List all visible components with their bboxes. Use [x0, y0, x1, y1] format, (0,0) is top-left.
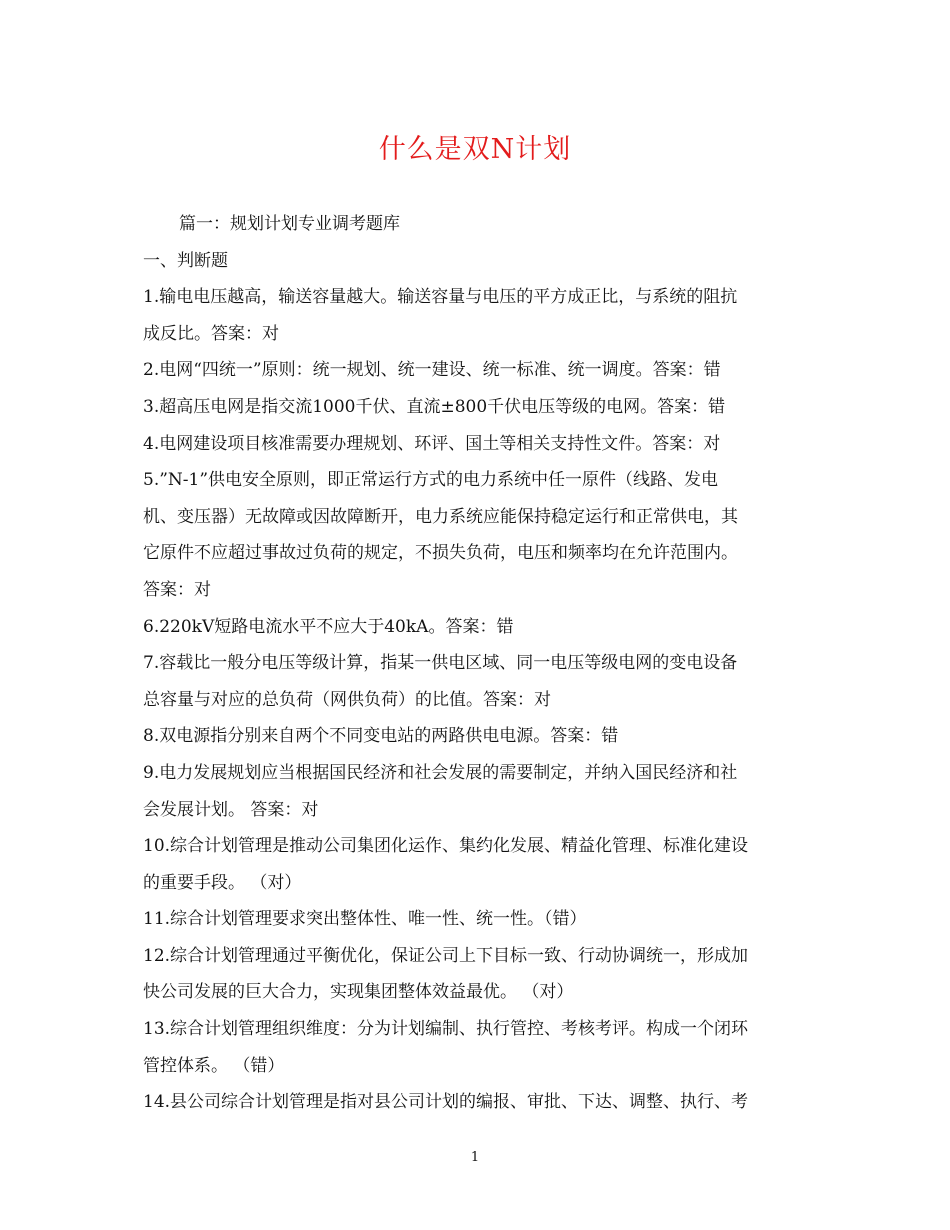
- text-line: 11.综合计划管理要求突出整体性、唯一性、统一性。（错）: [143, 909, 587, 930]
- text-line: 6.220kV短路电流水平不应大于40kA。答案：错: [143, 616, 514, 637]
- text-line: 7.容载比一般分电压等级计算，指某一供电区域、同一电压等级电网的变电设备: [143, 653, 738, 674]
- text-line: 8.双电源指分别来自两个不同变电站的两路供电电源。答案：错: [143, 726, 619, 747]
- text-line: 会发展计划。 答案：对: [143, 799, 319, 820]
- text-line: 2.电网“四统一”原则：统一规划、统一建设、统一标准、统一调度。答案：错: [143, 360, 721, 381]
- document-title: 什么是双N计划: [378, 134, 572, 165]
- text-line: 9.电力发展规划应当根据国民经济和社会发展的需要制定，并纳入国民经济和社: [143, 762, 738, 783]
- page-number: 1: [470, 1150, 480, 1165]
- text-line: 成反比。答案：对: [143, 323, 279, 344]
- text-line: 3.超高压电网是指交流1000千伏、直流±800千伏电压等级的电网。答案：错: [143, 396, 726, 417]
- text-line: 它原件不应超过事故过负荷的规定，不损失负荷，电压和频率均在允许范围内。: [143, 543, 738, 564]
- text-line: 4.电网建设项目核准需要办理规划、环评、国土等相关支持性文件。答案：对: [143, 433, 721, 454]
- text-line: 10.综合计划管理是推动公司集团化运作、集约化发展、精益化管理、标准化建设: [143, 836, 749, 857]
- text-line: 总容量与对应的总负荷（网供负荷）的比值。答案：对: [143, 689, 551, 710]
- text-line: 13.综合计划管理组织维度：分为计划编制、执行管控、考核考评。构成一个闭环: [143, 1019, 749, 1040]
- text-line: 管控体系。 （错）: [143, 1055, 285, 1076]
- section-heading: 篇一：规划计划专业调考题库: [179, 214, 400, 234]
- text-line: 14.县公司综合计划管理是指对县公司计划的编报、审批、下达、调整、执行、考: [143, 1092, 749, 1113]
- text-line: 1.输电电压越高，输送容量越大。输送容量与电压的平方成正比，与系统的阻抗: [143, 287, 738, 308]
- text-line: 12.综合计划管理通过平衡优化，保证公司上下目标一致、行动协调统一，形成加: [143, 945, 749, 966]
- text-line: 快公司发展的巨大合力，实现集团整体效益最优。 （对）: [143, 982, 574, 1003]
- text-line: 5.”N-1”供电安全原则，即正常运行方式的电力系统中任一原件（线路、发电: [143, 470, 719, 491]
- text-line: 的重要手段。 （对）: [143, 872, 302, 893]
- document-body: [143, 206, 813, 1121]
- text-line: 机、变压器）无故障或因故障断开，电力系统应能保持稳定运行和正常供电，其: [143, 506, 738, 527]
- text-line: 答案：对: [143, 579, 211, 600]
- subsection-heading: 一、判断题: [143, 250, 228, 271]
